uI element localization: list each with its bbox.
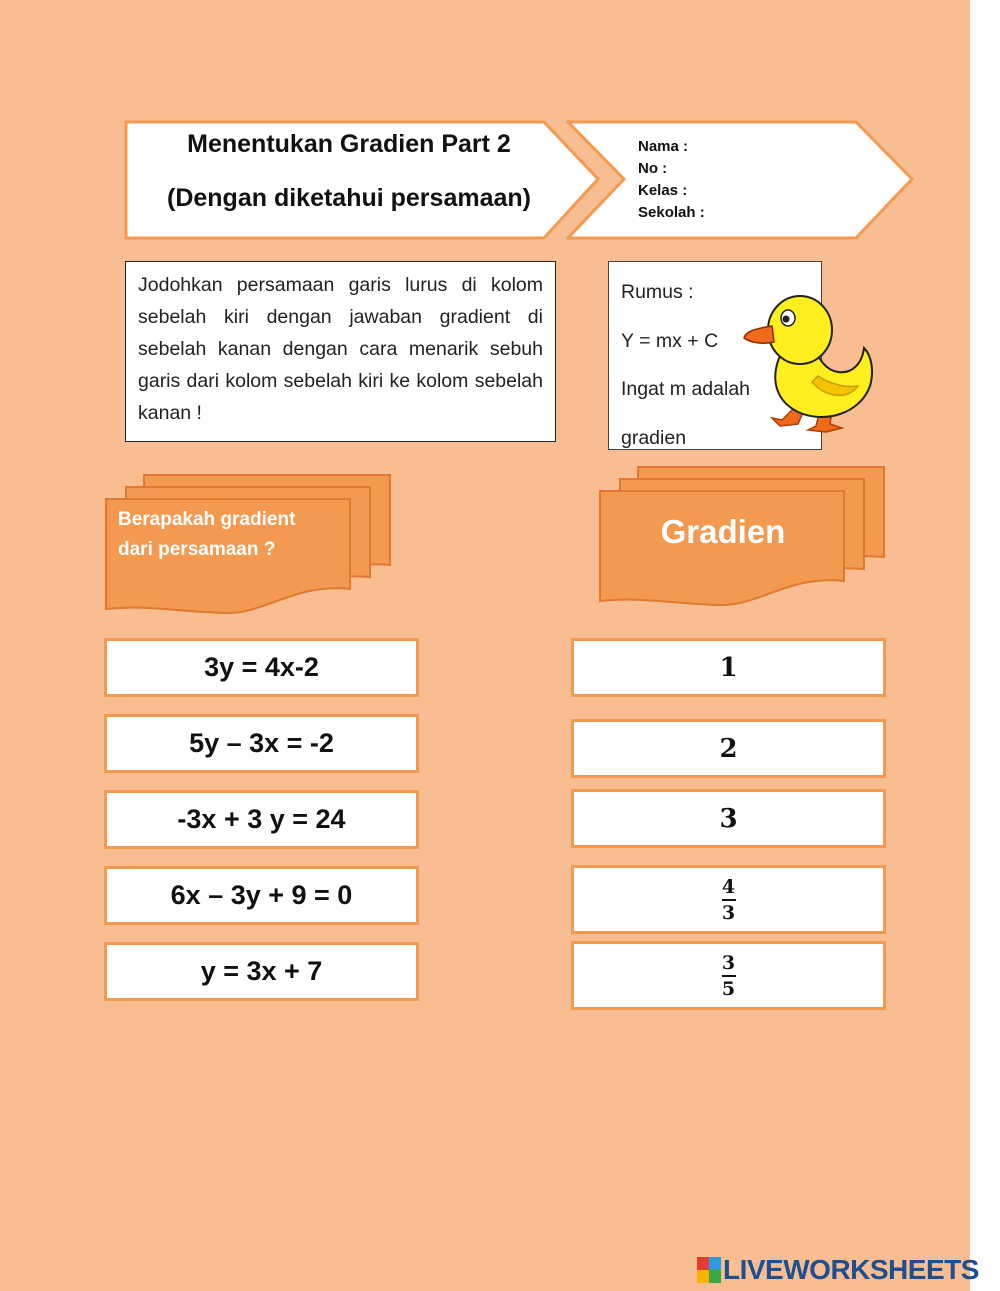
question-header-line1: Berapakah gradient: [118, 509, 296, 530]
liveworksheets-logo: [697, 1255, 979, 1285]
name-field: Nama :: [638, 138, 689, 155]
formula-label: Rumus :: [621, 281, 694, 303]
page-edge: [970, 0, 1000, 1291]
instruction-box: Jodohkan persamaan garis lurus di kolom sebelah kiri dengan jawaban gradient di sebelah kanan dengan cara menarik sebuh garis dari kolom sebelah kiri ke kolom sebelah kanan !: [125, 261, 556, 442]
page-subtitle: (Dengan diketahui persamaan): [167, 184, 531, 212]
equation-box-4[interactable]: 6x – 3y + 9 = 0: [104, 866, 419, 925]
equation-box-3[interactable]: -3x + 3 y = 24: [104, 790, 419, 849]
logo-text: LIVEWORKSHEETS: [723, 1254, 979, 1285]
gradient-header: [598, 465, 888, 610]
fraction-denominator: 5: [721, 977, 736, 1000]
fraction-four-thirds: [722, 877, 736, 923]
formula-text: Y = mx + C: [621, 329, 719, 352]
title-banner: [124, 120, 604, 240]
school-field: Sekolah :: [638, 204, 705, 221]
question-header-line2: dari persamaan ?: [118, 539, 276, 560]
fraction-bar: [722, 975, 736, 977]
logo-badge-icon: [697, 1257, 721, 1283]
answer-box-1[interactable]: 1: [571, 638, 886, 697]
duck-illustration: [742, 290, 878, 438]
question-header: [104, 473, 394, 618]
gradient-header-title: Gradien: [660, 513, 786, 550]
fraction-three-fifths: [722, 953, 736, 999]
student-info-shape: [566, 120, 916, 240]
answer-box-2[interactable]: 2: [571, 719, 886, 778]
fraction-numerator: 4: [721, 875, 736, 898]
answer-box-5[interactable]: [571, 941, 886, 1010]
number-field: No :: [638, 160, 668, 177]
formula-note: Ingat m adalah: [621, 378, 751, 400]
equation-box-5[interactable]: y = 3x + 7: [104, 942, 419, 1001]
fraction-denominator: 3: [721, 901, 736, 924]
student-info-banner: [566, 120, 916, 240]
page-title: Menentukan Gradien Part 2: [187, 130, 511, 158]
equation-box-2[interactable]: 5y – 3x = -2: [104, 714, 419, 773]
answer-box-3[interactable]: 3: [571, 789, 886, 848]
equation-box-1[interactable]: 3y = 4x-2: [104, 638, 419, 697]
fraction-bar: [722, 899, 736, 901]
class-field: Kelas :: [638, 182, 688, 199]
formula-note-cont: gradien: [621, 426, 687, 449]
answer-box-4[interactable]: [571, 865, 886, 934]
fraction-numerator: 3: [721, 951, 736, 974]
